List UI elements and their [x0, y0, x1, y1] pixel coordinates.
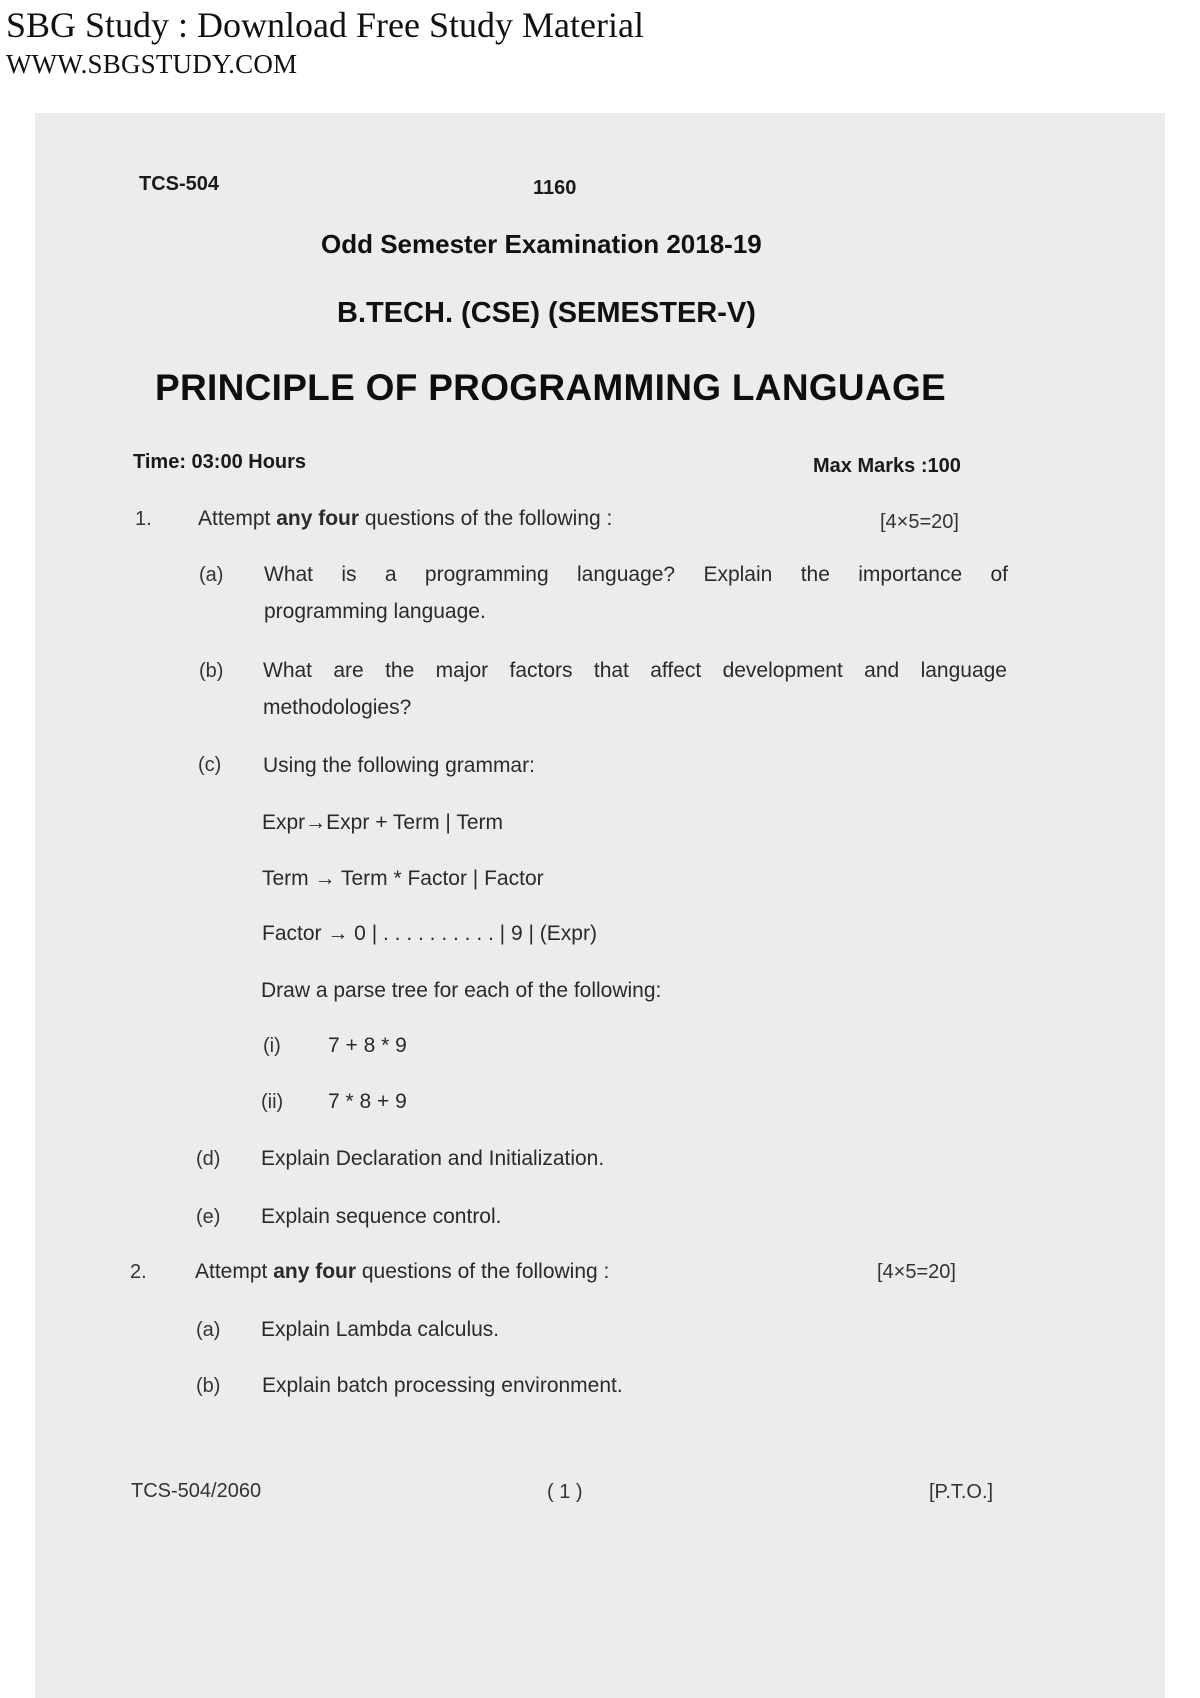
- scanned-question-paper: [35, 113, 1165, 1698]
- question-2-number: 2.: [130, 1261, 147, 1283]
- paper-code: TCS-504: [139, 173, 220, 195]
- footer-pto: [P.T.O.]: [929, 1481, 994, 1503]
- q2-b-label: (b): [196, 1375, 221, 1397]
- footer-page-number: ( 1 ): [547, 1481, 583, 1503]
- question-1-marks: [4×5=20]: [880, 511, 959, 533]
- q2-a-text: Explain Lambda calculus.: [261, 1318, 500, 1341]
- q1-e-text: Explain sequence control.: [261, 1205, 502, 1228]
- q1-c-ii-expression: 7 * 8 + 9: [328, 1090, 407, 1113]
- q1-intro-pre: Attempt: [198, 507, 277, 530]
- site-header: [6, 2, 644, 80]
- grammar-rule-factor: Factor → 0 | . . . . . . . . . . | 9 | (Expr): [262, 922, 597, 945]
- q1-b-label: (b): [199, 660, 224, 682]
- q1-c-i-expression: 7 + 8 * 9: [328, 1034, 407, 1057]
- q1-a-line2: programming language.: [264, 600, 486, 623]
- q1-c-ii-label: (ii): [261, 1091, 284, 1113]
- q2-intro-bold: any four: [273, 1260, 357, 1283]
- q1-c-i-label: (i): [263, 1035, 281, 1057]
- question-2-marks: [4×5=20]: [877, 1261, 956, 1283]
- roll-number: 1160: [533, 177, 577, 199]
- q1-b-line1: What are the major factors that affect development and language: [263, 659, 1007, 682]
- q1-c-task: Draw a parse tree for each of the following:: [261, 979, 662, 1002]
- site-title: SBG Study : Download Free Study Material: [6, 5, 644, 45]
- q2-intro-pre: Attempt: [195, 1260, 274, 1283]
- q2-intro-post: questions of the following :: [356, 1260, 610, 1283]
- q1-b-line2: methodologies?: [263, 696, 412, 719]
- site-url: WWW.SBGSTUDY.COM: [6, 49, 298, 79]
- question-2-instruction: [195, 1260, 609, 1284]
- exam-time: Time: 03:00 Hours: [133, 451, 307, 473]
- q1-d-label: (d): [196, 1148, 221, 1170]
- q2-b-text: Explain batch processing environment.: [262, 1374, 623, 1397]
- q1-d-text: Explain Declaration and Initialization.: [261, 1147, 605, 1170]
- grammar-rule-term: Term → Term * Factor | Factor: [262, 867, 544, 890]
- question-1-number: 1.: [135, 508, 152, 530]
- q2-a-label: (a): [196, 1319, 221, 1341]
- max-marks: Max Marks :100: [813, 455, 961, 477]
- q1-a-label: (a): [199, 564, 224, 586]
- q1-a-line1: What is a programming language? Explain the importance of: [264, 563, 1008, 586]
- q1-intro-post: questions of the following :: [359, 507, 613, 530]
- exam-name: Odd Semester Examination 2018-19: [321, 229, 762, 259]
- subject-title: PRINCIPLE OF PROGRAMMING LANGUAGE: [155, 367, 947, 408]
- program-name: B.TECH. (CSE) (SEMESTER-V): [337, 297, 756, 329]
- question-1-instruction: [198, 507, 612, 531]
- footer-paper-code: TCS-504/2060: [131, 1480, 262, 1502]
- q1-e-label: (e): [196, 1206, 221, 1228]
- q1-intro-bold: any four: [276, 507, 360, 530]
- q1-c-label: (c): [198, 754, 222, 776]
- grammar-rule-expr: Expr→Expr + Term | Term: [262, 811, 503, 834]
- q1-c-text: Using the following grammar:: [263, 754, 535, 777]
